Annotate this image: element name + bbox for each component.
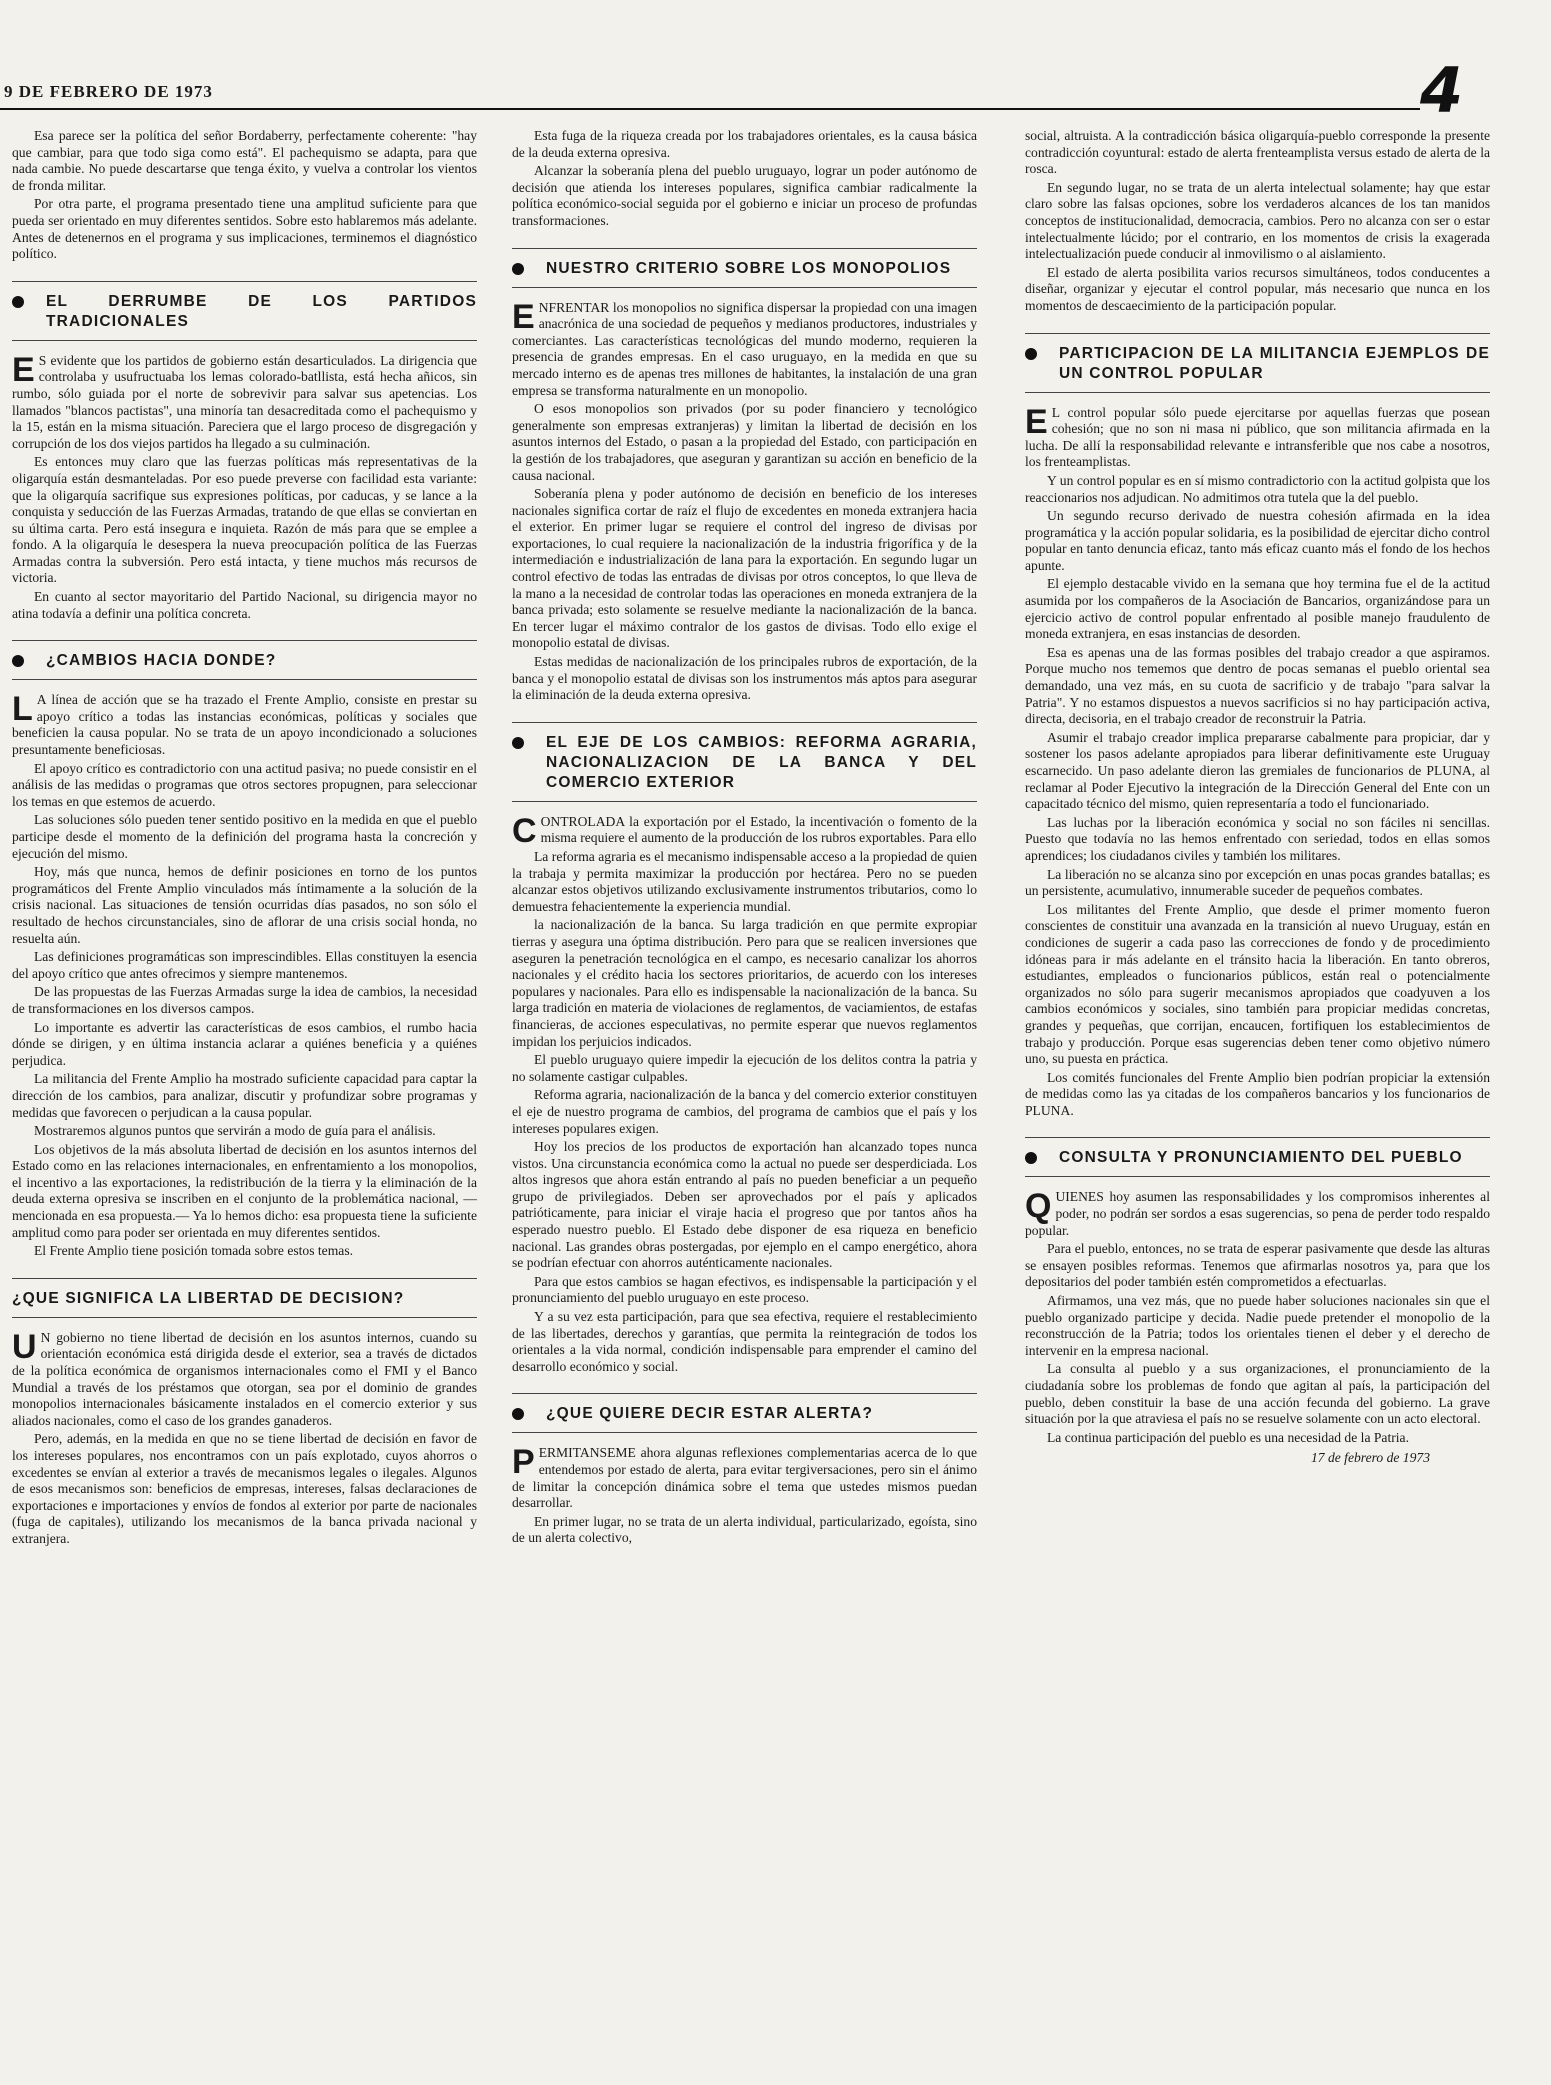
section-body — [1025, 1189, 1490, 1446]
paragraph: El pueblo uruguayo quiere impedir la ejecución de los delitos contra la patria y no solamente castigar culpables. — [512, 1052, 977, 1084]
paragraph: Por otra parte, el programa presentado tiene una amplitud suficiente para que pueda ser orientado en muy diferentes sentidos. Sobre esto hablaremos más adelante. Antes de detenernos en el programa y sus implicaciones, terminemos el diagnóstico político. — [12, 196, 477, 262]
paragraph: El ejemplo destacable vivido en la semana que hoy termina fue el de la actitud asumida por los compañeros de la Asociación de Bancarios, organizándose para un ejercicio activo de control popular enfrentado al posible manejo fraudulento de moneda extranjera, en esas instancias de desorden. — [1025, 576, 1490, 642]
section-title: ¿CAMBIOS HACIA DONDE? — [46, 652, 277, 670]
paragraph: Esa es apenas una de las formas posibles del trabajo creador a que aspiramos. Porque mucho nos tememos que dentro de pocas semanas el pueblo oriental sea demandado, una vez más, en su cuota de sacrificio y de trabajo "para salvar la Patria". Y no estamos dispuestos a nuevos sacrificios si no hay participación activa, directa, decisoria, en el trabajo creador de reconstruir la Patria. — [1025, 644, 1490, 727]
column-3 — [1025, 128, 1490, 1467]
section-heading — [512, 1393, 977, 1433]
paragraph: la nacionalización de la banca. Su larga tradición en que permite expropiar tierras y asegura una óptima distribución. Pero para que se realicen inversiones que aseguren la penetración tecnológica en el campo, es necesario canalizar los ahorros nacionales y el crédito hacia los sectores prioritarios, de acuerdo con los intereses populares y nacionales. Para ello es indispensable la nacionalización de la banca. Su larga tradición en materia de violaciones de reglamentos, de vaciamientos, de estafas financieras, de acciones especulativas, no permite esperar que nuevos reglamentos impidan los perjuicios indicados. — [512, 917, 977, 1049]
drop-cap: E — [1025, 402, 1048, 441]
section-body — [12, 692, 477, 1260]
section-title: ¿QUE SIGNIFICA LA LIBERTAD DE DECISION? — [12, 1289, 405, 1307]
paragraph: La reforma agraria es el mecanismo indispensable acceso a la propiedad de quien la trabaja y permita maximizar la producción por hectárea. Pero no se pueden alcanzar estos objetivos utilizando exclusivamente instrumentos tributarios, como lo demuestra fehacientemente la experiencia mundial. — [512, 849, 977, 914]
section-body — [12, 350, 477, 623]
paragraph: La militancia del Frente Amplio ha mostrado suficiente capacidad para captar la dirección de los cambios, para analizar, discutir y profundizar sobre programas y medidas que favorecen o perjudican a la causa popular. — [12, 1071, 477, 1120]
section-title: EL DERRUMBE DE LOS PARTIDOS TRADICIONALES — [46, 292, 477, 330]
section-heading — [12, 281, 477, 341]
paragraph: Y a su vez esta participación, para que sea efectiva, requiere el restablecimiento de las libertades, derechos y garantías, que permita la reintegración de todos los orientales a la vida normal, condición indispensable para emprender el camino del desarrollo económico y social. — [512, 1309, 977, 1374]
issue-date: 9 DE FEBRERO DE 1973 — [4, 82, 213, 101]
paragraph: Un segundo recurso derivado de nuestra cohesión afirmada en la idea programática y la acción popular solidaria, es la posibilidad de ejercitar dicho control popular en tanto denuncia eficaz, tanto más eficaz cuanto más el fondo de los hechos apunte. — [1025, 508, 1490, 573]
section-heading — [12, 1278, 477, 1318]
section-heading — [512, 248, 977, 288]
section-title: EL EJE DE LOS CAMBIOS: REFORMA AGRARIA, NACIONALIZACION DE LA BANCA Y DEL COMERCIO EXTERIOR — [546, 733, 977, 791]
article-date-signature: 17 de febrero de 1973 — [1310, 1450, 1430, 1466]
drop-cap: E — [512, 297, 535, 336]
section-title: PARTICIPACION DE LA MILITANCIA EJEMPLOS DE UN CONTROL POPULAR — [1059, 344, 1490, 382]
section-heading — [1025, 1137, 1490, 1177]
drop-cap: E — [12, 350, 35, 389]
drop-cap: L — [12, 690, 33, 729]
bullet-icon — [12, 296, 24, 308]
paragraph: Esa parece ser la política del señor Bordaberry, perfectamente coherente: "hay que cambiar, para que todo siga como está". El pachequismo se adapta, para que nada cambie. No puede descartarse que tenga éxito, y vuelva a controlar los vientos de fronda militar. — [12, 128, 477, 193]
paragraph: En cuanto al sector mayoritario del Partido Nacional, su dirigencia mayor no atina todavía a definir una política concreta. — [12, 589, 477, 621]
section-title: ¿QUE QUIERE DECIR ESTAR ALERTA? — [546, 1405, 874, 1423]
paragraph: Y un control popular es en sí mismo contradictorio con la actitud golpista que los reaccionarios nos adjudican. No admitimos otra tutela que la del pueblo. — [1025, 472, 1490, 505]
paragraph: N gobierno no tiene libertad de decisión en los asuntos internos, cuando su orientación económica está dirigida desde el exterior, sea a través de dictados de la política económica de organismos internacionales como el FMI y el Banco Mundial a través de los préstamos que otorgan, sea por el dominio de grandes monopolios internacionales básicamente instalados en el comercio exterior y sus aliados nacionales, como el caso de los grandes ganaderos. — [12, 1329, 477, 1428]
paragraph: ONTROLADA la exportación por el Estado, la incentivación o fomento de la misma requiere el aumento de la producción de los rubros exportables. Para ello — [540, 813, 977, 846]
paragraph: Los comités funcionales del Frente Amplio bien podrían propiciar la extensión de medidas como las ya citadas de los compañeros bancarios y los funcionarios de PLUNA. — [1025, 1069, 1490, 1118]
col1-intro — [12, 128, 477, 263]
paragraph: Alcanzar la soberanía plena del pueblo uruguayo, lograr un poder autónomo de decisión que atienda los intereses populares, significa cambiar radicalmente la política económico-social seguida por el gobierno e iniciar un proceso de profundas transformaciones. — [512, 163, 977, 228]
paragraph: Las luchas por la liberación económica y social no son fáciles ni sencillas. Puesto que todavía no las hemos enfrentado con seriedad, todos en ellas somos aprendices; los ciudadanos civiles y también los militares. — [1025, 814, 1490, 863]
paragraph: S evidente que los partidos de gobierno están desarticulados. La dirigencia que controlaba y usufructuaba los lemas colorado-batllista, está hecha añicos, sin rumbo, sólo guiada por el norte de sobrevivir para salvar sus apetencias. Los llamados "blancos pactistas", una minoría tan desacreditada como el pachequismo y la 15, están en la misma situación. Pareciera que el largo proceso de disgregación y corrupción de los dos viejos partidos ha llegado a su culminación. — [12, 352, 477, 451]
paragraph: En segundo lugar, no se trata de un alerta intelectual solamente; hay que estar claro sobre las falsas opciones, sobre los verdaderos alcances de los tan manidos conceptos de institucionalidad, democracia, cambios. Pero no alcanza con ser o estar intelectualmente lúcido; por el contrario, en los momentos de crisis la exagerada intelectualización puede conducir al inmovilismo o al aislamiento. — [1025, 179, 1490, 262]
paragraph: social, altruista. A la contradicción básica oligarquía-pueblo corresponde la presente contradicción coyuntural: estado de alerta frenteamplista versus estado de alerta de la rosca. — [1025, 128, 1490, 177]
paragraph: Es entonces muy claro que las fuerzas políticas más representativas de la oligarquía están desmanteladas. Por eso puede preverse con facilidad esta variante: que la oligarquía sacrifique sus expresiones políticas, por caducas, y se lance a la conquista y seducción de las Fuerzas Armadas, tratando de que ellas se conviertan en su última carta. Pero está insegura e inquieta. Razón de más para que se emplee a fondo. A la oligarquía le desespera la nueva preocupación política de las Fuerzas Armadas contra la subversión. Pero está intacta, y tiene muchos más recursos de victoria. — [12, 454, 477, 586]
section-heading — [512, 722, 977, 802]
bullet-icon — [12, 655, 24, 667]
drop-cap: U — [12, 1327, 37, 1366]
paragraph: El apoyo crítico es contradictorio con una actitud pasiva; no puede consistir en el análisis de las medidas o programas que otros sectores propugnen, para seleccionar los temas en que estemos de acuerdo. — [12, 760, 477, 809]
paragraph: Reforma agraria, nacionalización de la banca y del comercio exterior constituyen el eje de nuestro programa de cambios, del programa de cambios que el país y los intereses populares exigen. — [512, 1087, 977, 1136]
paragraph: Los militantes del Frente Amplio, que desde el primer momento fueron conscientes de constituir una avanzada en la transición al nuevo Uruguay, están en condiciones de sugerir a cada paso las correcciones de fondo y de procedimiento idóneas para ir más adelante en el tránsito hacia la liberación. En tanto obreros, estudiantes, empleados o funcionarios públicos, están real o potencialmente organizados no sólo para sugerir mecanismos apropiados que coadyuven a los cambios económicos y sociales, sino también para propiciar medidas concretas, grandes y pequeñas, que corrijan, encaucen, fortifiquen los establecimientos de trabajo y producción. Porque esas sugerencias deben tener como objetivo número uno, su puesta en práctica. — [1025, 901, 1490, 1067]
paragraph: Esta fuga de la riqueza creada por los trabajadores orientales, es la causa básica de la deuda externa opresiva. — [512, 128, 977, 160]
paragraph: Estas medidas de nacionalización de los principales rubros de exportación, de la banca y el monopolio estatal de divisas son los instrumentos más aptos para asegurar la eliminación de la deuda externa opresiva. — [512, 654, 977, 703]
paragraph: A línea de acción que se ha trazado el Frente Amplio, consiste en prestar su apoyo crítico a todas las instancias económicas, políticas y sociales que beneficien la causa popular. No se trata de un apoyo incondicionado a soluciones presuntamente beneficiosas. — [12, 692, 477, 758]
header-rule — [0, 108, 1420, 110]
bullet-icon — [512, 263, 524, 275]
drop-cap: Q — [1025, 1187, 1052, 1226]
paragraph: Lo importante es advertir las características de esos cambios, el rumbo hacia dónde se dirigen, y en última instancia aclarar a quiénes beneficia y a quiénes perjudica. — [12, 1019, 477, 1068]
paragraph: La consulta al pueblo y a sus organizaciones, el pronunciamiento de la ciudadanía sobre los problemas de fondo que agitan al país, la participación del pueblo, deben constituir la base de una acción fecunda del gobierno. La grave situación por la que atraviesa el país no se resuelve solamente con un acto electoral. — [1025, 1361, 1490, 1427]
paragraph: UIENES hoy asumen las responsabilidades y los compromisos inherentes al poder, no podrán ser sordos a esas sugerencias, so pena de perder todo respaldo popular. — [1025, 1189, 1490, 1238]
section-title: CONSULTA Y PRONUNCIAMIENTO DEL PUEBLO — [1059, 1149, 1463, 1167]
section-heading — [12, 640, 477, 680]
paragraph: Hoy los precios de los productos de exportación han alcanzado topes nunca vistos. Una circunstancia económica como la actual no puede ser desperdiciada. Los altos ingresos que ahora están entrando al país no pueden beneficiar a un pequeño grupo de privilegiados. Deben ser aprovechados por el país y aplicados patrióticamente, para iniciar el viraje hacia el progreso que por tantos años ha esperado nuestro pueblo. El Estado debe disponer de esa riqueza en beneficio nacional. Las grandes obras postergadas, por ejemplo en el campo energético, ahora se podrían efectuar con ahorros auténticamente nacionales. — [512, 1139, 977, 1271]
bullet-icon — [512, 1408, 524, 1420]
paragraph: De las propuestas de las Fuerzas Armadas surge la idea de cambios, la necesidad de transformaciones en los diversos campos. — [12, 984, 477, 1016]
col3-intro — [1025, 128, 1490, 315]
bullet-icon — [1025, 1152, 1037, 1164]
bullet-icon — [1025, 348, 1037, 360]
page-header — [0, 70, 1470, 110]
paragraph: Hoy, más que nunca, hemos de definir posiciones en torno de los puntos programáticos del Frente Amplio vinculados más íntimamente a la solución de la crisis nacional. Las situaciones de tensión ocurridas días pasados, no son sólo el resultado de hechos circunstanciales, sino de aflorar de una crisis social honda, no resuelta aún. — [12, 864, 477, 946]
paragraph: En primer lugar, no se trata de un alerta individual, particularizado, egoísta, sino de un alerta colectivo, — [512, 1513, 977, 1546]
paragraph: Afirmamos, una vez más, que no puede haber soluciones nacionales sin que el pueblo organizado participe y decida. Nadie puede pretender el monopolio de la reconstrucción de la Patria; todos los orientales tienen el deber y el derecho de intervenir en la empresa nacional. — [1025, 1293, 1490, 1358]
paragraph: La continua participación del pueblo es una necesidad de la Patria. — [1047, 1429, 1409, 1445]
paragraph: Los objetivos de la más absoluta libertad de decisión en los asuntos internos del Estado como en las relaciones internacionales, en enfrentamiento a los monopolios, el incentivo a las exportaciones, la redistribución de la tierra y la eliminación de la deuda externa opresiva se inscriben en el conjunto de la problemática nacional, —mencionada en esa propuesta.— Ya lo hemos dicho: esa propuesta tiene la suficiente amplitud como para poder ser orientada en muy diferentes sentidos. — [12, 1141, 477, 1240]
section-heading — [1025, 333, 1490, 393]
section-body — [1025, 402, 1490, 1120]
column-2 — [512, 128, 977, 1549]
paragraph: Las soluciones sólo pueden tener sentido positivo en la medida en que el pueblo participe desde el momento de la definición del programa hasta la concreción y ejecución del mismo. — [12, 812, 477, 861]
paragraph: Pero, además, en la medida en que no se tiene libertad de decisión en favor de los intereses populares, nos encontramos con un país explotado, cuyos ahorros o excedentes se envían al exterior a través de mecanismos legales o ilegales. Algunos de esos mecanismos son: beneficios de empresas, intereses, falsas declaraciones de exportaciones e importaciones y envíos de fondos al exterior por parte de nacionales (fuga de capitales), utilizando los mecanismos de la banca privada nacional y extranjera. — [12, 1431, 477, 1546]
col2-intro — [512, 128, 977, 230]
page-number: 4 — [1420, 54, 1458, 127]
paragraph: ERMITANSEME ahora algunas reflexiones complementarias acerca de lo que entendemos por estado de alerta, para evitar tergiversaciones, pero sin el ánimo de limitar la concepción dinámica sobre el tema que ustedes mismos puedan desarrollar. — [512, 1445, 977, 1511]
drop-cap: C — [512, 811, 537, 850]
paragraph: O esos monopolios son privados (por su poder financiero y tecnológico generalmente son empresas extranjeras) y limitan la libertad de decisión en los asuntos internos del Estado, o pasan a la propiedad del Estado, con participación en la gestión de los trabajadores, que aseguran y garantizan su acción en beneficio de la causa nacional. — [512, 401, 977, 483]
section-title: NUESTRO CRITERIO SOBRE LOS MONOPOLIOS — [546, 259, 952, 277]
section-body — [512, 297, 977, 704]
paragraph: Soberanía plena y poder autónomo de decisión en beneficio de los intereses nacionales significa cortar de raíz el flujo de excedentes en moneda extranjera hacia el exterior. En primer lugar se requiere el control del ingreso de divisas por exportaciones, lo cual requiere la nacionalización de la industria frigorífica y de la intermediación e industrialización de lana para la exportación. En segundo lugar un control efectivo de todas las entradas de divisas por otros conceptos, lo que lleva de la mano a la necesidad de controlar todas las operaciones en moneda extranjera de la banca privada; esto solamente se resuelve mediante la nacionalización de la banca. En tercer lugar el máximo contralor de los gastos de divisas. Todo ello exige el monopolio estatal de divisas. — [512, 486, 977, 651]
paragraph: Para que estos cambios se hagan efectivos, es indispensable la participación y el pronunciamiento del pueblo uruguayo en este proceso. — [512, 1273, 977, 1306]
section-body — [12, 1327, 477, 1548]
drop-cap: P — [512, 1443, 535, 1482]
paragraph: Asumir el trabajo creador implica prepararse cabalmente para propiciar, dar y sostener los pasos adelante apropiados para liberar definitivamente este Uruguay escarnecido. Un paso adelante dieron las gremiales de funcionarios de PLUNA, al reclamar al Poder Ejecutivo la integración de la Dirección General del Ente con un capacitado técnico del mismo, quien representaría a todo el funcionariado. — [1025, 729, 1490, 812]
section-body — [512, 811, 977, 1376]
column-1 — [12, 128, 477, 1550]
paragraph: Las definiciones programáticas son imprescindibles. Ellas constituyen la esencia del apoyo crítico que antes ofrecimos y siempre mantenemos. — [12, 949, 477, 981]
paragraph: NFRENTAR los monopolios no significa dispersar la propiedad con una imagen anacrónica de una sociedad de pequeños y medianos productores, industriales y comerciantes. Las características tecnológicas del mundo moderno, requieren la presencia de grandes empresas. En el caso uruguayo, en la medida en que su mercado interno es de apenas tres millones de habitantes, la instalación de una gran empresa se transforma naturalmente en un monopolio. — [512, 299, 977, 398]
paragraph: El estado de alerta posibilita varios recursos simultáneos, todos conducentes a diseñar, organizar y ejecutar el control popular, más necesario que nunca en los momentos de descaecimiento de la participación popular. — [1025, 264, 1490, 313]
paragraph: Mostraremos algunos puntos que servirán a modo de guía para el análisis. — [34, 1123, 436, 1139]
paragraph: La liberación no se alcanza sino por excepción en unas pocas grandes batallas; es un persistente, acumulativo, innumerable suceder de pequeños combates. — [1025, 866, 1490, 899]
section-body — [512, 1445, 977, 1547]
paragraph: El Frente Amplio tiene posición tomada sobre estos temas. — [34, 1243, 354, 1259]
paragraph: L control popular sólo puede ejercitarse por aquellas fuerzas que posean cohesión; que no son ni masa ni público, que son militancia afirmada en la lucha. De allí la responsabilidad relevante e intransferible que nos cabe a nosotros, los frenteamplistas. — [1025, 404, 1490, 470]
paragraph: Para el pueblo, entonces, no se trata de esperar pasivamente que desde las alturas se ensayen posibles reformas. Tenemos que afirmarlas nosotros ya, para que los depositarios del poder también estén comprometidos a efectuarlas. — [1025, 1241, 1490, 1290]
bullet-icon — [512, 737, 524, 749]
